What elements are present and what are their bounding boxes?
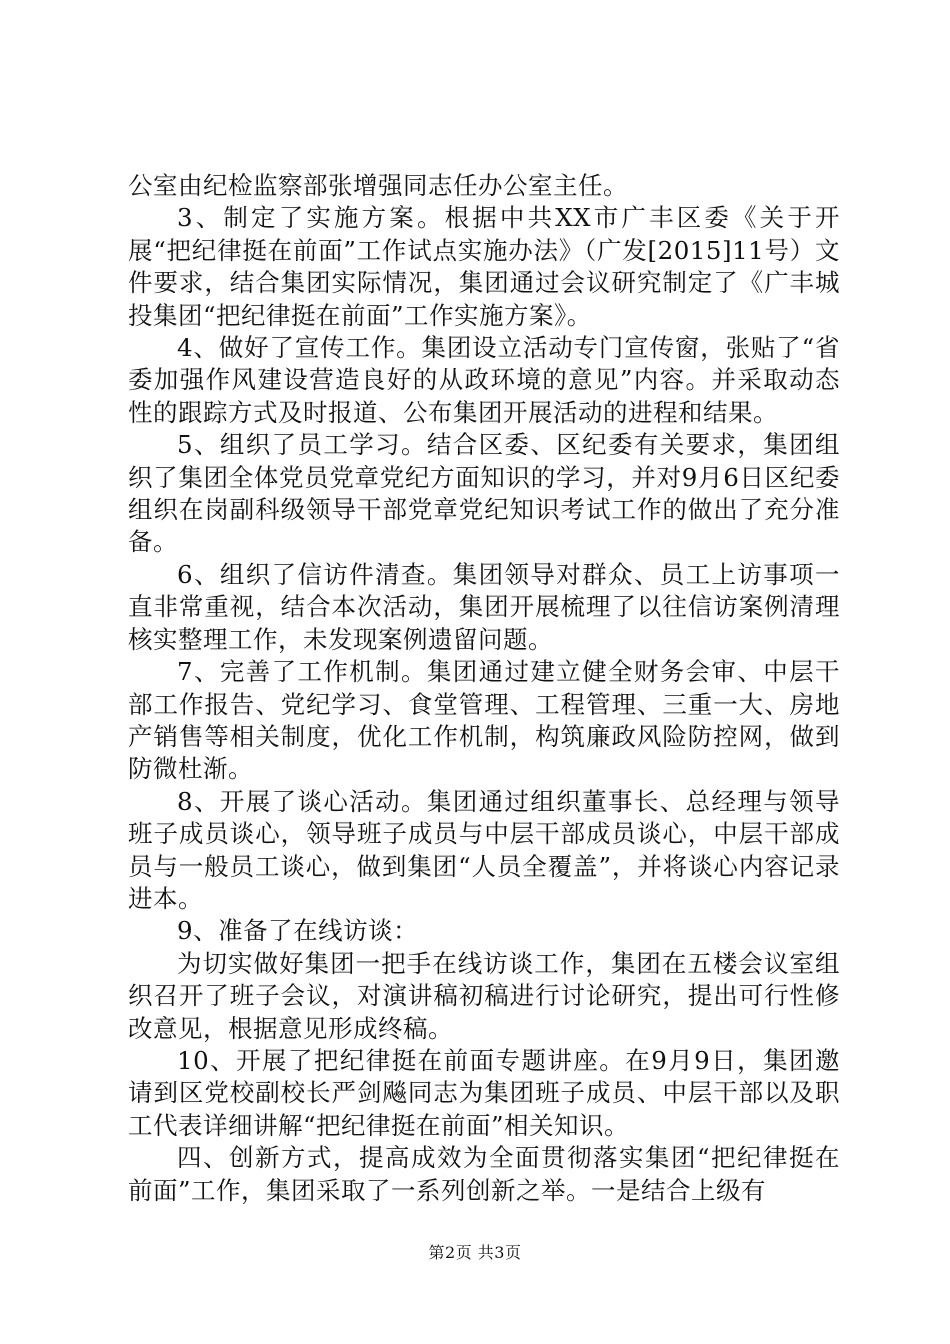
paragraph-section-4: 四、创新方式，提高成效为全面贯彻落实集团“把纪律挺在前面”工作，集团采取了一系列创新之举。一是结合上级有 (128, 1143, 840, 1205)
paragraph-item-5: 5、组织了员工学习。结合区委、区纪委有关要求，集团组织了集团全体党员党章党纪方面知识的学习，并对9月6日区纪委组织在岗副科级领导干部党章党纪知识考试工作的做出了充分准备。 (128, 430, 840, 557)
paragraph-item-4: 4、做好了宣传工作。集团设立活动专门宣传窗，张贴了“省委加强作风建设营造良好的从政环境的意见”内容。并采取动态性的跟踪方式及时报道、公布集团开展活动的进程和结果。 (128, 333, 840, 427)
paragraph-item-3: 3、制定了实施方案。根据中共XX市广丰区委《关于开展“把纪律挺在前面”工作试点实施办法》（广发[2015]11号）文件要求，结合集团实际情况，集团通过会议研究制定了《广丰城投集团“把纪律挺在前面”工作实施方案》。 (128, 203, 840, 330)
paragraph-item-9-detail: 为切实做好集团一把手在线访谈工作，集团在五楼会议室组织召开了班子会议，对演讲稿初稿进行讨论研究，提出可行性修改意见，根据意见形成终稿。 (128, 948, 840, 1043)
body-text (128, 170, 840, 1207)
paragraph-item-10: 10、开展了把纪律挺在前面专题讲座。在9月9日，集团邀请到区党校副校长严剑飚同志为集团班子成员、中层干部以及职工代表详细讲解“把纪律挺在前面”相关知识。 (128, 1045, 840, 1140)
paragraph-continuation: 公室由纪检监察部张增强同志任办公室主任。 (128, 171, 628, 200)
paragraph-item-7: 7、完善了工作机制。集团通过建立健全财务会审、中层干部工作报告、党纪学习、食堂管理、工程管理、三重一大、房地产销售等相关制度，优化工作机制，构筑廉政风险防控网，做到防微杜渐。 (128, 657, 840, 784)
paragraph-item-6: 6、组织了信访件清查。集团领导对群众、员工上访事项一直非常重视，结合本次活动，集团开展梳理了以往信访案例清理核实整理工作，未发现案例遗留问题。 (128, 559, 840, 654)
paragraph-item-8: 8、开展了谈心活动。集团通过组织董事长、总经理与领导班子成员谈心，领导班子成员与中层干部成员谈心，中层干部成员与一般员工谈心，做到集团“人员全覆盖”，并将谈心内容记录进本。 (128, 786, 840, 913)
page-number-footer: 第2页 共3页 (428, 1243, 522, 1262)
paragraph-item-9: 9、准备了在线访谈： (177, 916, 419, 946)
